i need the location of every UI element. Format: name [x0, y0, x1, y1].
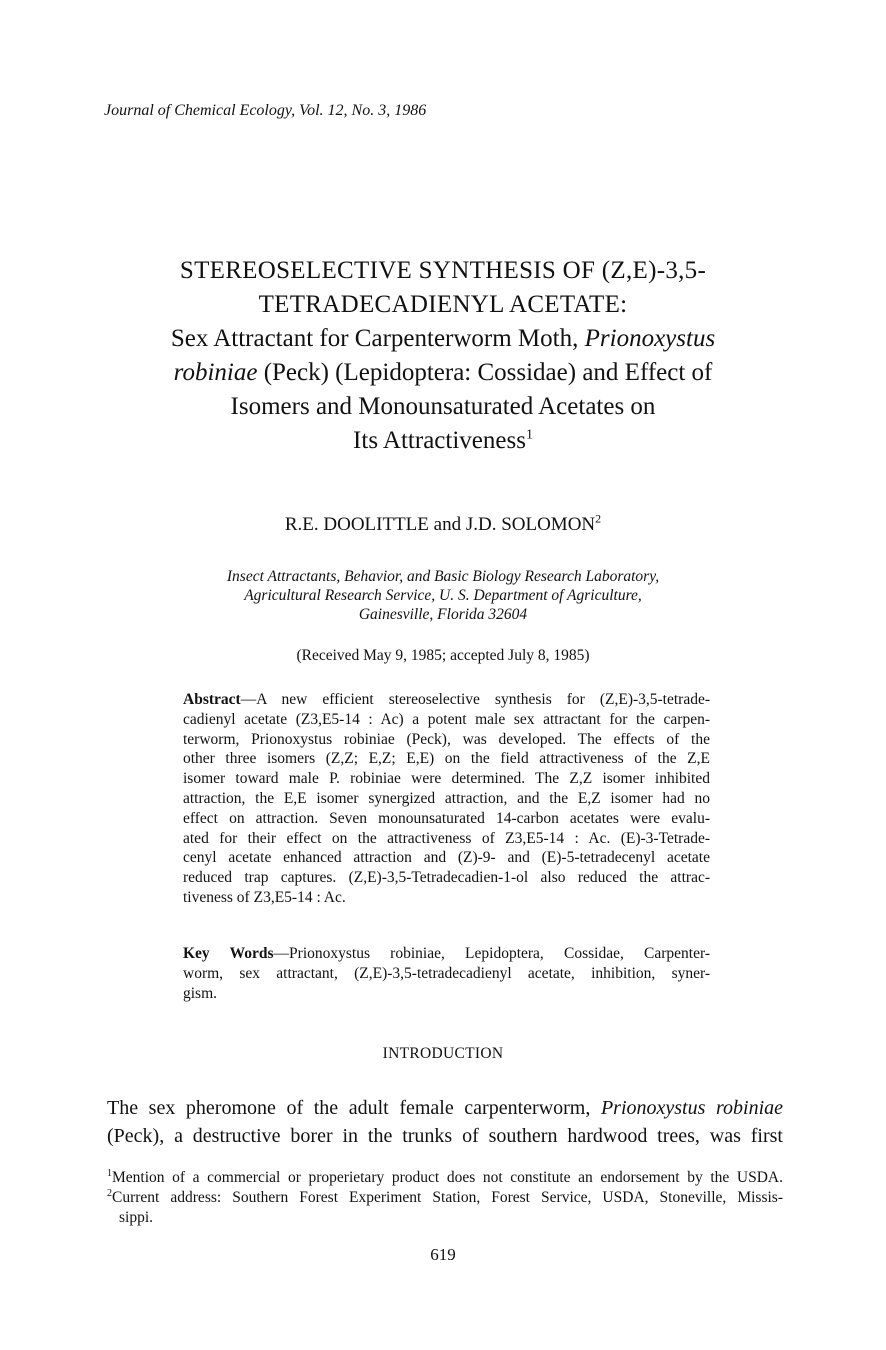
section-heading-introduction: INTRODUCTION — [382, 1045, 504, 1062]
title-line-1: STEREOSELECTIVE SYNTHESIS OF (Z,E)-3,5- — [179, 257, 707, 284]
abstract-line: effect on attraction. Seven monounsaturated 14-carbon acetates were evalu- — [183, 809, 710, 827]
title-line-6-text: Its Attractiveness — [353, 427, 526, 454]
abstract-line: ated for their effect on the attractiveness of Z3,E5-14 : Ac. (E)-3-Tetrade- — [183, 829, 710, 847]
intro-line-1-text: The sex pheromone of the adult female carpenterworm, — [107, 1097, 601, 1119]
author-footnote-mark: 2 — [595, 511, 602, 526]
author-names: R.E. DOOLITTLE and J.D. SOLOMON — [284, 514, 596, 535]
keywords-line: gism. — [183, 984, 218, 1002]
author-line — [120, 511, 766, 536]
affiliation-line-3: Gainesville, Florida 32604 — [358, 606, 528, 623]
title-line-2: TETRADECADIENYL ACETATE: — [258, 291, 628, 318]
intro-line-2: (Peck), a destructive borer in the trunks of southern hardwood trees, was first — [107, 1125, 783, 1147]
abstract-line: other three isomers (Z,Z; E,Z; E,E) on the field attractiveness of the Z,E — [183, 750, 710, 768]
abstract-line: reduced trap captures. (Z,E)-3,5-Tetradecadien-1-ol also reduced the attrac- — [183, 869, 710, 887]
footnote-1 — [107, 1168, 783, 1188]
abstract-line: attraction, the E,E isomer synergized attraction, and the E,Z isomer had no — [183, 789, 710, 807]
keywords-line-text: —Prionoxystus robiniae, Lepidoptera, Cossidae, Carpenter- — [273, 945, 710, 962]
journal-reference: Journal of Chemical Ecology, Vol. 12, No. 3, 1986 — [104, 102, 427, 119]
footnote-1-mark: 1 — [107, 1167, 112, 1179]
title-line-6 — [120, 424, 766, 458]
keywords-line: worm, sex attractant, (Z,E)-3,5-tetradecadienyl acetate, inhibition, syner- — [183, 964, 710, 982]
abstract-line: cenyl acetate enhanced attraction and (Z)-9- and (E)-5-tetradecenyl acetate — [183, 849, 710, 867]
title-line-5: Isomers and Monounsaturated Acetates on — [230, 393, 656, 420]
abstract-label: Abstract — [183, 691, 241, 708]
abstract — [183, 690, 710, 908]
footnote-2-continued: sippi. — [119, 1209, 154, 1226]
footnote-2 — [107, 1188, 783, 1208]
abstract-line — [183, 690, 710, 710]
footnote-1-text: Mention of a commercial or properietary product does not constitute an endorsement by the USDA. — [112, 1169, 783, 1186]
title-species: robiniae — [173, 359, 258, 386]
abstract-line-text: —A new efficient stereoselective synthesis for (Z,E)-3,5-tetrade- — [240, 691, 710, 708]
title-line-4-text: (Peck) (Lepidoptera: Cossidae) and Effect of — [257, 359, 713, 386]
key-words — [183, 944, 710, 1003]
affiliation-line-1: Insect Attractants, Behavior, and Basic Biology Research Laboratory, — [226, 568, 660, 585]
title-line-3-text: Sex Attractant for Carpenterworm Moth, — [170, 325, 585, 352]
keywords-label: Key Words — [183, 945, 274, 962]
footnote-2-text: Current address: Southern Forest Experiment Station, Forest Service, USDA, Stoneville, Missis- — [112, 1189, 783, 1206]
page-number: 619 — [430, 1245, 456, 1264]
affiliation-line-2: Agricultural Research Service, U. S. Department of Agriculture, — [244, 587, 642, 604]
intro-species: Prionoxystus robiniae — [600, 1097, 784, 1119]
abstract-line: isomer toward male P. robiniae were determined. The Z,Z isomer inhibited — [183, 770, 710, 788]
received-dates: (Received May 9, 1985; accepted July 8, 1985) — [296, 647, 590, 664]
title-footnote-mark: 1 — [525, 427, 533, 443]
footnote-2-mark: 2 — [107, 1187, 112, 1199]
keywords-line — [183, 944, 710, 964]
affiliation — [120, 567, 766, 624]
intro-line-1 — [107, 1094, 783, 1122]
article-title — [120, 254, 766, 458]
abstract-line: tiveness of Z3,E5-14 : Ac. — [183, 888, 346, 906]
introduction-text — [107, 1094, 783, 1150]
title-line-4 — [120, 356, 766, 390]
abstract-line: terworm, Prionoxystus robiniae (Peck), was developed. The effects of the — [183, 730, 710, 748]
footnotes — [107, 1168, 783, 1228]
abstract-line: cadienyl acetate (Z3,E5-14 : Ac) a potent male sex attractant for the carpen- — [183, 710, 710, 728]
title-line-3 — [120, 322, 766, 356]
title-genus: Prionoxystus — [584, 325, 716, 352]
